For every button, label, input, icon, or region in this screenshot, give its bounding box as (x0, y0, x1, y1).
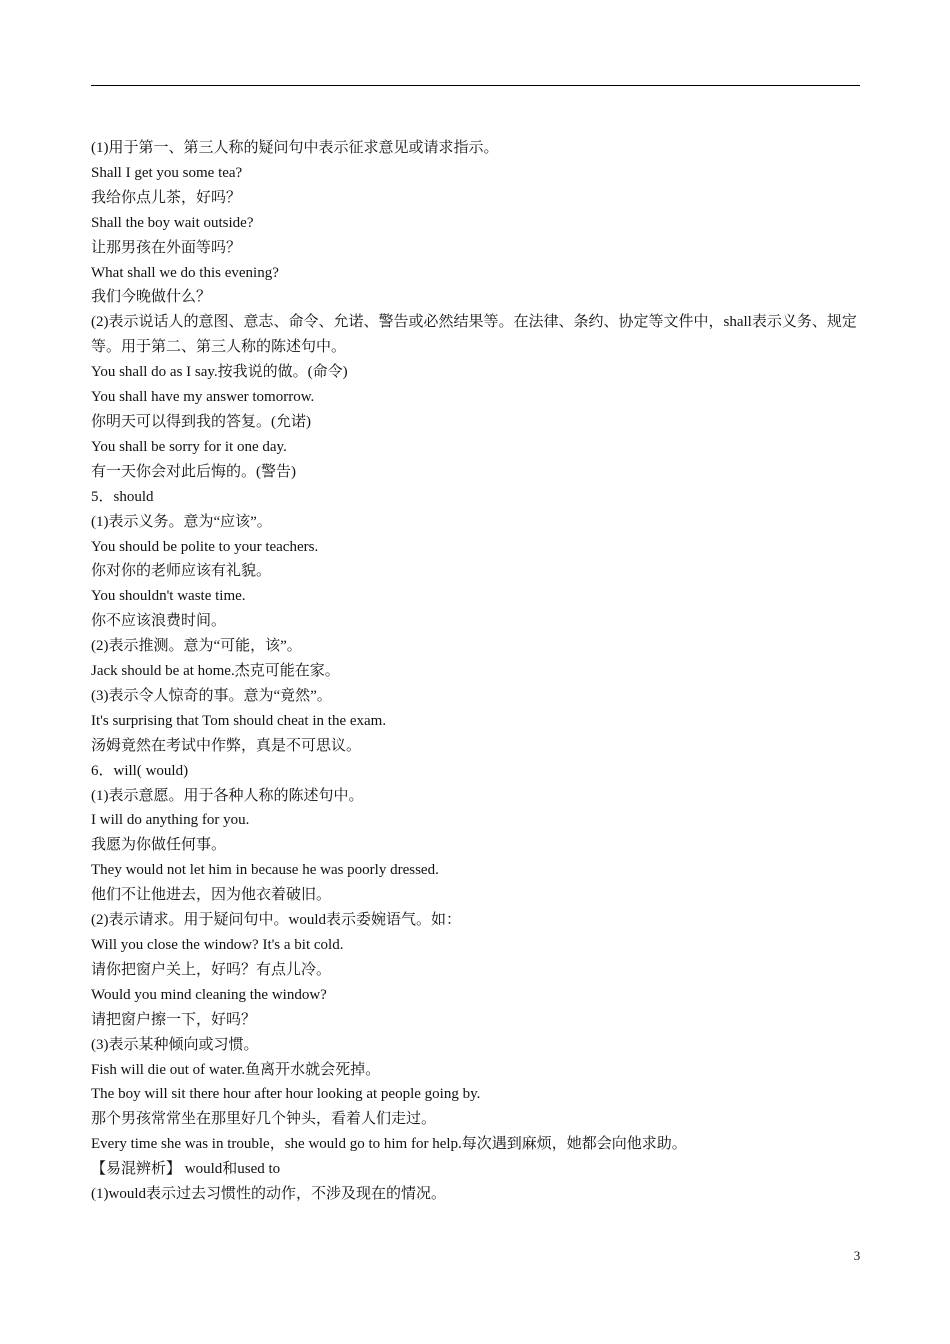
text-line: You shall be sorry for it one day. (91, 438, 287, 455)
text-line: 那个男孩常常坐在那里好几个钟头，看着人们走过。 (91, 1111, 437, 1128)
text-line: Jack should be at home.杰克可能在家。 (91, 663, 340, 680)
text-line: 你不应该浪费时间。 (91, 613, 227, 630)
text-line: (2)表示推测。意为“可能，该”。 (91, 638, 302, 655)
text-line: 你对你的老师应该有礼貌。 (91, 563, 272, 580)
document-body (91, 136, 866, 1207)
text-line: You shouldn't waste time. (91, 588, 246, 605)
text-line: Fish will die out of water.鱼离开水就会死掉。 (91, 1061, 381, 1078)
text-line: 6．will( would) (91, 762, 189, 779)
text-line: 汤姆竟然在考试中作弊，真是不可思议。 (91, 737, 362, 754)
text-line: 5．should (91, 488, 154, 505)
text-line: Shall I get you some tea? (91, 164, 243, 181)
text-line: You should be polite to your teachers. (91, 538, 319, 555)
text-line: 有一天你会对此后悔的。(警告) (91, 463, 296, 480)
text-line: The boy will sit there hour after hour looking at people going by. (91, 1086, 481, 1103)
text-line: It's surprising that Tom should cheat in the exam. (91, 712, 387, 729)
text-line: They would not let him in because he was poorly dressed. (91, 862, 439, 879)
text-line: (2)表示请求。用于疑问句中。would表示委婉语气。如： (91, 912, 461, 929)
text-line: 你明天可以得到我的答复。(允诺) (91, 413, 311, 430)
text-line: (1)用于第一、第三人称的疑问句中表示征求意见或请求指示。 (91, 140, 499, 156)
text-line: 他们不让他进去，因为他衣着破旧。 (91, 887, 332, 904)
text-line: (3)表示某种倾向或习惯。 (91, 1036, 259, 1053)
text-line: (2)表示说话人的意图、意志、命令、允诺、警告或必然结果等。在法律、条约、协定等文件中，shall表示义务、规定等。用于第二、第三人称的陈述句中。 (91, 314, 857, 356)
text-line: Would you mind cleaning the window? (91, 986, 327, 1003)
text-line: You shall have my answer tomorrow. (91, 389, 315, 406)
text-line: I will do anything for you. (91, 812, 250, 829)
text-line: (1)表示意愿。用于各种人称的陈述句中。 (91, 787, 364, 804)
text-line: 我给你点儿茶，好吗？ (91, 189, 242, 206)
text-line: Every time she was in trouble，she would go to him for help.每次遇到麻烦，她都会向他求助。 (91, 1136, 687, 1153)
header-rule (91, 85, 860, 86)
text-line: (1)would表示过去习惯性的动作，不涉及现在的情况。 (91, 1186, 446, 1203)
text-line: Shall the boy wait outside? (91, 214, 254, 231)
text-line: 【易混辨析】 would和used to (91, 1161, 281, 1178)
text-line: Will you close the window? It's a bit cold. (91, 937, 344, 953)
text-line: 请把窗户擦一下，好吗？ (91, 1011, 257, 1028)
text-line: (1)表示义务。意为“应该”。 (91, 513, 272, 530)
text-line: What shall we do this evening? (91, 264, 279, 281)
text-line: 让那男孩在外面等吗？ (91, 239, 242, 256)
text-line: 我愿为你做任何事。 (91, 837, 227, 854)
text-line: You shall do as I say.按我说的做。(命令) (91, 364, 348, 381)
text-line: (3)表示令人惊奇的事。意为“竟然”。 (91, 687, 332, 704)
text-line: 我们今晚做什么？ (91, 289, 212, 306)
page-number: 3 (853, 1248, 861, 1263)
text-line: 请你把窗户关上，好吗？有点儿冷。 (91, 961, 332, 978)
